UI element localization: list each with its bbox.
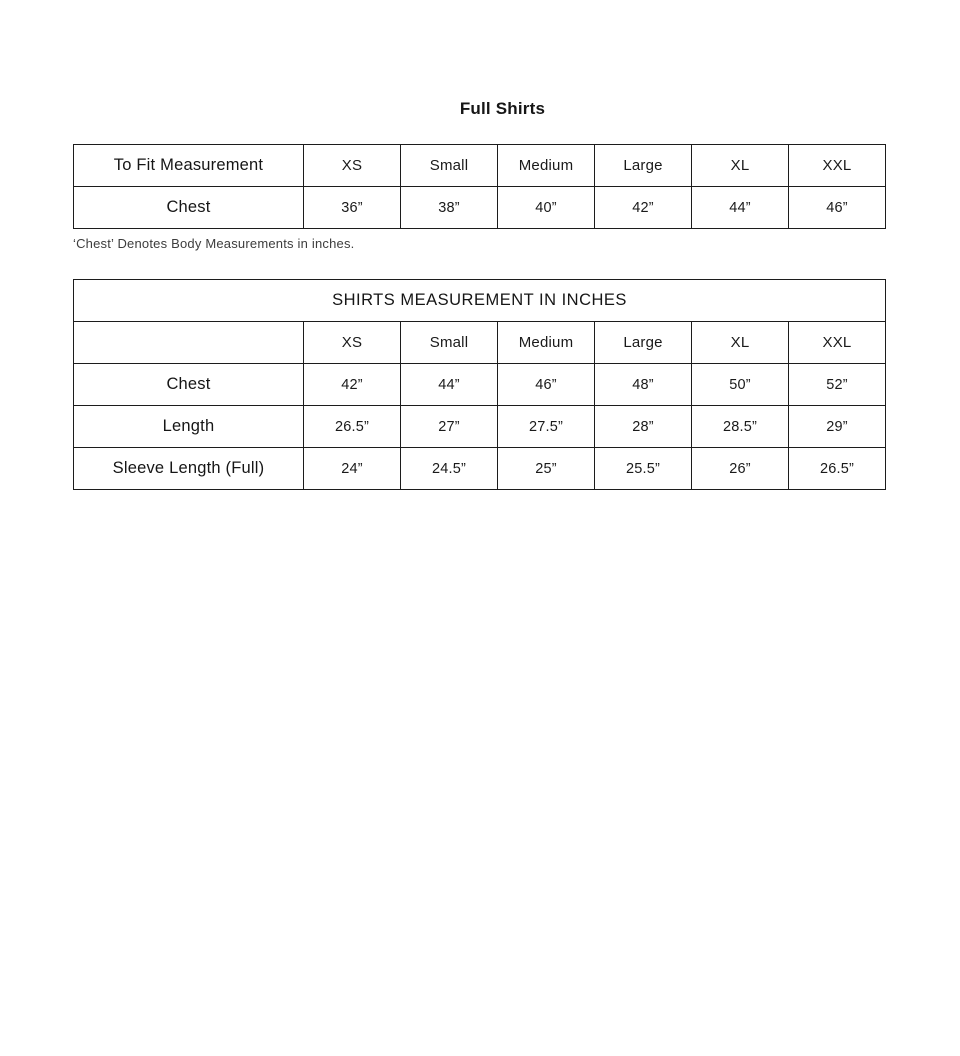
measurement-sleeve-large: 25.5” bbox=[595, 448, 692, 490]
fit-measurement-table bbox=[73, 144, 886, 229]
measurement-chest-xxl: 52” bbox=[789, 364, 886, 406]
measurement-row-label-length: Length bbox=[74, 406, 304, 448]
fit-chest-xl: 44” bbox=[692, 187, 789, 229]
fit-size-header-small: Small bbox=[401, 145, 498, 187]
fit-chest-medium: 40” bbox=[498, 187, 595, 229]
shirts-measurement-table bbox=[73, 279, 886, 490]
measurement-chest-large: 48” bbox=[595, 364, 692, 406]
measurement-length-xxl: 29” bbox=[789, 406, 886, 448]
measurement-size-header-xxl: XXL bbox=[789, 322, 886, 364]
measurement-length-xl: 28.5” bbox=[692, 406, 789, 448]
measurement-sleeve-small: 24.5” bbox=[401, 448, 498, 490]
fit-size-header-large: Large bbox=[595, 145, 692, 187]
chest-note: ‘Chest’ Denotes Body Measurements in inches. bbox=[73, 236, 355, 251]
table-row bbox=[74, 145, 886, 187]
fit-row-label-chest: Chest bbox=[74, 187, 304, 229]
page-title: Full Shirts bbox=[459, 99, 546, 118]
measurement-empty-cell bbox=[74, 322, 304, 364]
measurement-chest-medium: 46” bbox=[498, 364, 595, 406]
table-row bbox=[74, 187, 886, 229]
measurement-chest-small: 44” bbox=[401, 364, 498, 406]
measurement-size-header-xs: XS bbox=[304, 322, 401, 364]
fit-size-header-medium: Medium bbox=[498, 145, 595, 187]
fit-table-header-label: To Fit Measurement bbox=[74, 145, 304, 187]
measurement-size-header-medium: Medium bbox=[498, 322, 595, 364]
fit-size-header-xs: XS bbox=[304, 145, 401, 187]
table-row bbox=[74, 364, 886, 406]
fit-chest-xs: 36” bbox=[304, 187, 401, 229]
measurement-table-title: SHIRTS MEASUREMENT IN INCHES bbox=[74, 280, 886, 322]
measurement-length-medium: 27.5” bbox=[498, 406, 595, 448]
fit-chest-large: 42” bbox=[595, 187, 692, 229]
measurement-size-header-large: Large bbox=[595, 322, 692, 364]
table-row bbox=[74, 280, 886, 322]
table-row bbox=[74, 322, 886, 364]
measurement-row-label-sleeve: Sleeve Length (Full) bbox=[74, 448, 304, 490]
fit-size-header-xxl: XXL bbox=[789, 145, 886, 187]
measurement-length-small: 27” bbox=[401, 406, 498, 448]
measurement-sleeve-medium: 25” bbox=[498, 448, 595, 490]
measurement-sleeve-xxl: 26.5” bbox=[789, 448, 886, 490]
measurement-length-xs: 26.5” bbox=[304, 406, 401, 448]
measurement-sleeve-xs: 24” bbox=[304, 448, 401, 490]
measurement-length-large: 28” bbox=[595, 406, 692, 448]
measurement-sleeve-xl: 26” bbox=[692, 448, 789, 490]
fit-size-header-xl: XL bbox=[692, 145, 789, 187]
measurement-chest-xl: 50” bbox=[692, 364, 789, 406]
size-guide-content bbox=[73, 96, 886, 490]
measurement-chest-xs: 42” bbox=[304, 364, 401, 406]
measurement-size-header-small: Small bbox=[401, 322, 498, 364]
measurement-size-header-xl: XL bbox=[692, 322, 789, 364]
fit-chest-xxl: 46” bbox=[789, 187, 886, 229]
table-row bbox=[74, 448, 886, 490]
table-row bbox=[74, 406, 886, 448]
measurement-row-label-chest: Chest bbox=[74, 364, 304, 406]
fit-chest-small: 38” bbox=[401, 187, 498, 229]
